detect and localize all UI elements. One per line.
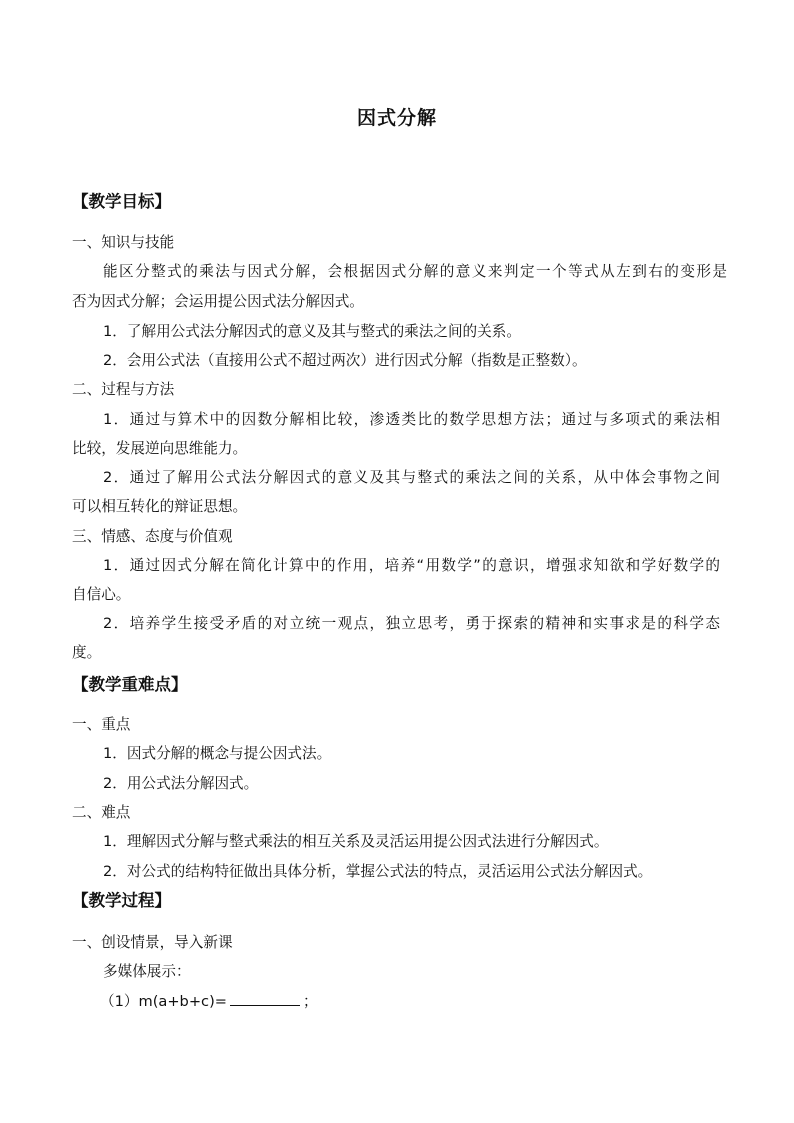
list-item: 1．因式分解的概念与提公因式法。 — [103, 745, 332, 762]
section-heading-process: 【教学过程】 — [72, 891, 171, 910]
paragraph-line: 多媒体展示： — [103, 963, 191, 980]
list-item: 1．通过与算术中的因数分解相比较，渗透类比的数学思想方法；通过与多项式的乘法相 — [103, 411, 720, 428]
answer-blank[interactable] — [230, 991, 300, 1006]
paragraph-line: 否为因式分解；会运用提公因式法分解因式。 — [72, 293, 364, 310]
list-item: 2．通过了解用公式法分解因式的意义及其与整式的乘法之间的关系，从中体会事物之间 — [103, 469, 720, 486]
list-item: 2．对公式的结构特征做出具体分析，掌握公式法的特点，灵活运用公式法分解因式。 — [103, 863, 653, 880]
list-item-continued: 可以相互转化的辩证思想。 — [72, 498, 248, 515]
paragraph-line: 能区分整式的乘法与因式分解，会根据因式分解的意义来判定一个等式从左到右的变形是 — [103, 263, 727, 280]
subheading-introduction: 一、创设情景，导入新课 — [72, 934, 233, 951]
subheading-difficulty: 二、难点 — [72, 804, 131, 821]
list-item: 2．培养学生接受矛盾的对立统一观点，独立思考，勇于探索的精神和实事求是的科学态 — [103, 615, 720, 632]
list-item: 1．理解因式分解与整式乘法的相互关系及灵活运用提公因式法进行分解因式。 — [103, 833, 609, 850]
subheading-focus: 一、重点 — [72, 716, 131, 733]
list-item-continued: 比较，发展逆向思维能力。 — [72, 440, 248, 457]
equation-terminator: ； — [303, 993, 318, 1010]
equation-text: （1）m(a+b+c)= — [100, 993, 227, 1010]
list-item: 2．用公式法分解因式。 — [103, 775, 259, 792]
list-item: 1．通过因式分解在简化计算中的作用，培养“用数学”的意识，增强求知欲和学好数学的 — [103, 557, 720, 574]
section-heading-objectives: 【教学目标】 — [72, 192, 171, 211]
list-item-continued: 度。 — [72, 644, 102, 661]
equation-line — [100, 991, 755, 1012]
section-heading-key-points: 【教学重难点】 — [72, 675, 188, 694]
subheading-emotion-attitude: 三、情感、态度与价值观 — [72, 528, 233, 545]
list-item-continued: 自信心。 — [72, 586, 131, 603]
subheading-process-methods: 二、过程与方法 — [72, 381, 175, 398]
subheading-knowledge-skills: 一、知识与技能 — [72, 234, 175, 251]
list-item: 2．会用公式法（直接用公式不超过两次）进行因式分解（指数是正整数）。 — [103, 352, 587, 369]
page-title: 因式分解 — [356, 107, 437, 129]
list-item: 1．了解用公式法分解因式的意义及其与整式的乘法之间的关系。 — [103, 323, 521, 340]
